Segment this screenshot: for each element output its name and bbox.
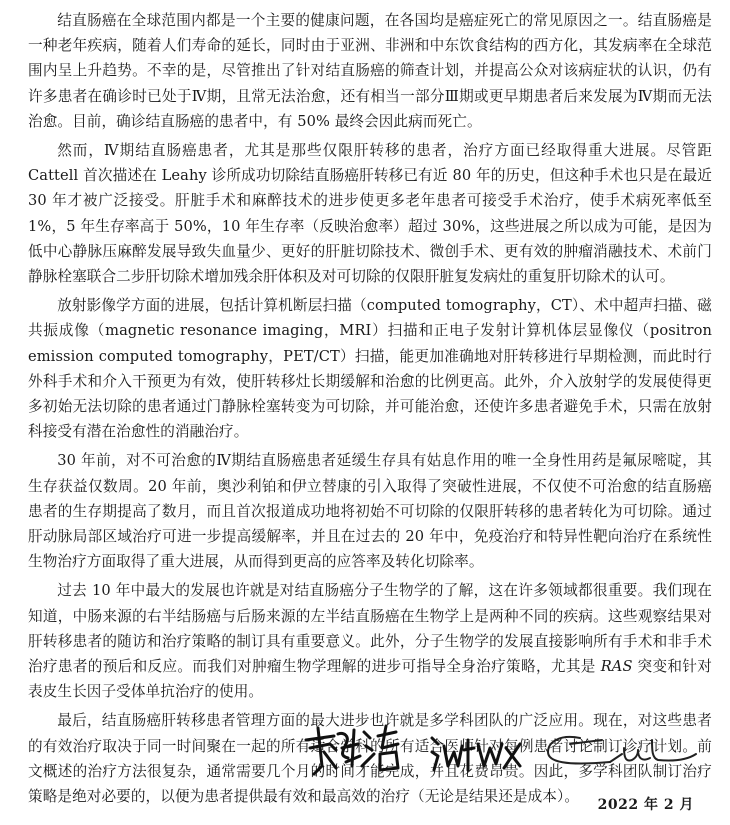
signature-block bbox=[300, 716, 720, 786]
preface-body bbox=[28, 8, 712, 813]
gene-name-ras: RAS bbox=[600, 658, 633, 676]
paragraph-5-text-after: 突变和针对表皮生长因子受体单抗治疗的使用。 bbox=[28, 658, 712, 701]
signature-third bbox=[540, 728, 700, 772]
paragraph-3: 放射影像学方面的进展，包括计算机断层扫描（computed tomography，CT）、术中超声扫描、磁共振成像（magnetic resonance imaging，MRI）扫描和正电子发射计算机体层显像仪（positron emission computed tomography，PET/CT）扫描，能更加准确地对肝转移进行早期检测，而此时行外科手术和介入干预更为有效，使肝转移灶长期缓解和治愈的比例更高。此外，介入放射学的发展使得更多初始无法切除的患者通过门静脉栓塞转变为可切除，并可能治愈，还使许多患者避免手术，只需在放射科接受有潜在治愈性的消融治疗。 bbox=[28, 297, 712, 441]
paragraph-5-text-before: 过去 10 年中最大的发展也许就是对结直肠癌分子生物学的了解，这在许多领域都很重要。我们现在知道，中肠来源的右半结肠癌与后肠来源的左半结直肠癌在生物学上是两种不同的疾病。这些观察结果对肝转移患者的随访和治疗策略的制订具有重要意义。此外，分子生物学的发展直接影响所有手术和非手术治疗患者的预后和反应。而我们对肿瘤生物学理解的进步可指导全身治疗策略，尤其是 bbox=[28, 582, 712, 676]
paragraph-2: 然而，Ⅳ期结直肠癌患者，尤其是那些仅限肝转移的患者，治疗方面已经取得重大进展。尽管距 Cattell 首次描述在 Leahy 诊所成功切除结直肠癌肝转移已有近 80 年的历史，但这种手术也只是在最近 30 年才被广泛接受。肝脏手术和麻醉技术的进步使更多老年患者可接受手术治疗，使手术病死率低至 1%，5 年生存率高于 50%，10 年生存率（反映治愈率）超过 30%，这些进展之所以成为可能，是因为低中心静脉压麻醉发展导致失血量少、更好的肝脏切除技术、微创手术、更有效的肿瘤消融技术、术前门静脉栓塞联合二步肝切除术增加残余肝体积及对可切除的仅限肝脏复发病灶的重复肝切除术的认可。 bbox=[28, 142, 712, 286]
paragraph-6: 最后，结直肠癌肝转移患者管理方面的最大进步也许就是多学科团队的广泛应用。现在，对这些患者的有效治疗取决于同一时间聚在一起的所有适合学科的所有适合医师针对每例患者讨论制订诊疗计划。前文概述的治疗方法很复杂，通常需要几个月的时间才能完成，并且花费昂贵。因此，多学科团队制订治疗策略是绝对必要的，以便为患者提供最有效和最高效的治疗（无论是结果还是成本）。 bbox=[28, 712, 712, 806]
signature-first bbox=[300, 722, 410, 780]
paragraph-5 bbox=[28, 578, 712, 704]
signature-second bbox=[428, 730, 524, 778]
signature-date: 2022 年 2 月 bbox=[597, 797, 694, 813]
paragraph-1: 结直肠癌在全球范围内都是一个主要的健康问题，在各国均是癌症死亡的常见原因之一。结直肠癌是一种老年疾病，随着人们寿命的延长，同时由于亚洲、非洲和中东饮食结构的西方化，其发病率在全球范围内呈上升趋势。不幸的是，尽管推出了针对结直肠癌的筛查计划，并提高公众对该病症状的认识，仍有许多患者在确诊时已处于Ⅳ期，且常无法治愈，还有相当一部分Ⅲ期或更早期患者后来发展为Ⅳ期而无法治愈。目前，确诊结直肠癌的患者中，有 50% 最终会因此病而死亡。 bbox=[28, 12, 712, 130]
paragraph-4: 30 年前，对不可治愈的Ⅳ期结直肠癌患者延缓生存具有姑息作用的唯一全身性用药是氟尿嘧啶，其生存获益仅数周。20 年前，奥沙利铂和伊立替康的引入取得了突破性进展，不仅使不可治愈的结直肠癌患者的生存期提高了数月，而且首次报道成功地将初始不可切除的仅限肝转移的患者转化为可切除。通过肝动脉局部区域治疗可进一步提高缓解率，并且在过去的 20 年中，免疫治疗和特异性靶向治疗在系统性生物治疗方面取得了重大进展，从而得到更高的应答率及转化切除率。 bbox=[28, 452, 712, 571]
